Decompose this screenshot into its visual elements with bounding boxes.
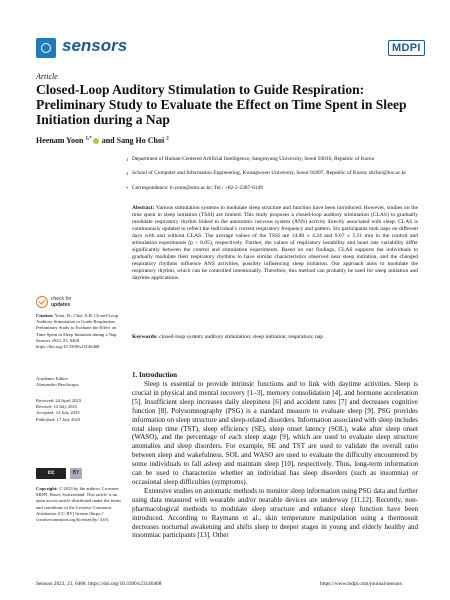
keywords-label: Keywords: <box>132 334 158 340</box>
sensors-journal-icon <box>36 38 56 58</box>
citation: Citation: Yoon, H.; Choi, S.H. Closed-Loop Auditory Stimulation to Guide Respiration: Preliminary Study to Evaluate the Effect on Time Spent in Sleep Initiation during a Nap. Sensors 2023, 23, 6468. https://doi.org/10.3390/s23146468 <box>36 313 119 350</box>
abstract-label: Abstract: <box>132 205 155 211</box>
cc-by-icon[interactable]: BY <box>70 468 82 479</box>
paragraph: Extensive studies on automatic methods to monitor sleep information using PSG data and further using data measured with wearable and/or nearable devices are underway [11,12]. Recently, non-pharmacological methods to modulate sleep structure and enhance sleep function have been introduced. According to Raymann et al., skin temperature manipulation using a thermosuit decreases nocturnal awakening and shifts sleep to deeper stages in young and elderly healthy and insomniac participants [13]. Other <box>132 486 418 540</box>
keywords <box>132 334 418 341</box>
author-line <box>36 136 169 145</box>
abstract <box>132 205 418 283</box>
article-type: Article <box>36 72 58 81</box>
author-join: and Sang Ho Choi <box>101 136 165 145</box>
author-1-marks: 1,* <box>85 136 92 142</box>
journal-name: sensors <box>62 36 128 55</box>
footer-journal-link[interactable]: https://www.mdpi.com/journal/sensors <box>320 581 403 587</box>
copyright: Copyright: © 2023 by the authors. Licensee MDPI, Basel, Switzerland. This article is an open access article distributed under the terms and conditions of the Creative Commons Attribution (CC BY) license (https:// creativecommons.org/licenses/by/ 4.0/). <box>36 486 121 523</box>
author-1: Heenam Yoon <box>36 136 84 145</box>
correspondence: * Correspondence: h-yoon@smu.ac.kr; Tel.: +82-2-2287-6149 <box>126 185 263 191</box>
orcid-icon[interactable] <box>93 138 99 144</box>
affiliation-1: 1 Department of Human-Centered Artificial Intelligence, Sangmyung University, Seoul 03016, Republic of Korea <box>126 156 374 162</box>
introduction-body <box>132 380 418 540</box>
check-for-updates-label[interactable]: check for updates <box>51 296 72 308</box>
paragraph: Sleep is essential to provide intrinsic functions and to link with daytime activities. Sleep is crucial in physical and mental recovery [1–3], memory consolidation [4], and hormone acceleration [5]. Insufficient sleep increases daily sleepiness [6] and accident rates [7] and decreases cognitive function [8]. Polysomnography (PSG) is a standard measure to evaluate sleep [9]. PSG provides information on sleep structure and sleep-related disorders. Information associated with sleep includes total sleep time (TST), sleep efficiency (SE), sleep onset latency (SOL), wake after sleep onset (WASO), and the percentage of each sleep stage [9], which are used to evaluate sleep structure anomalies and sleep disorders. For example, SE and TST are used to validate the overall ratio between sleep and wakefulness. SOL and WASO are used to evaluate the difficulty encountered by some individuals to fall asleep and maintain sleep [10], respectively. Thus, long-term information can be used to characterize whether an individual has sleep disorders (such as insomnia) or occasional sleep difficulties (symptoms). <box>132 380 418 486</box>
creative-commons-icon[interactable]: cc <box>36 468 66 479</box>
abstract-text: Various stimulation systems to modulate sleep structure and function have been introduced. However, studies on the time spent in sleep initiation (TSSI) are limited. This study proposes a closed-loop auditory stimulation (CLAS) to gradually modulate respiratory rhythm linked to the autonomic nervous system (ANS) activity directly associated with sleep. CLAS is continuously updated to reflect the individual’s current respiratory frequency and pattern. Six participants took naps on different days with and without CLAS. The average values of the TSSI are 14.00 ± 4.24 and 9.67 ± 5.31 min in the control and stimulation experiments (p < 0.05), respectively. Further, the values of respiratory instability and heart rate variability differ significantly between the control and stimulation experiments. Based on our findings, CLAS supports the individuals to gradually modulate their respiratory rhythms to have similar characteristics observed near sleep initiation, and the changed respiratory rhythms influence ANS activities, possibly influencing sleep initiation. Our approach aims to modulate the respiratory rhythm, which can be controlled intentionally. Therefore, this method can probably be used for sleep initiation and daytime applications. <box>132 205 418 282</box>
check-for-updates-icon[interactable] <box>36 296 48 308</box>
dates <box>36 398 122 423</box>
affiliation-2: 2 School of Computer and Information Engineering, Kwangwoon University, Seoul 01897, Republic of Korea; shchoi@kw.ac.kr <box>126 170 407 176</box>
academic-editor: Academic Editor: Alessandro Bevilacqua <box>36 376 79 388</box>
author-2-mark: 2 <box>166 136 169 142</box>
footer-citation[interactable]: Sensors 2023, 23, 6468. https://doi.org/10.3390/s23146468 <box>36 581 162 587</box>
received-date: Received: 24 April 2023 <box>36 398 82 403</box>
published-date: Published: 17 July 2023 <box>36 416 81 422</box>
article-title: Closed-Loop Auditory Stimulation to Guide Respiration: Preliminary Study to Evaluate the Effect on Time Spent in Sleep Initiation during a Nap <box>36 82 407 127</box>
keywords-text: closed-loop system; auditory stimulation; sleep initiation; respiration; nap <box>159 334 324 340</box>
revised-date: Revised: 14 July 2023 <box>36 404 77 410</box>
section-heading: 1. Introduction <box>132 371 177 379</box>
publisher-logo: MDPI <box>388 40 425 56</box>
accepted-date: Accepted: 14 July 2023 <box>36 410 80 416</box>
